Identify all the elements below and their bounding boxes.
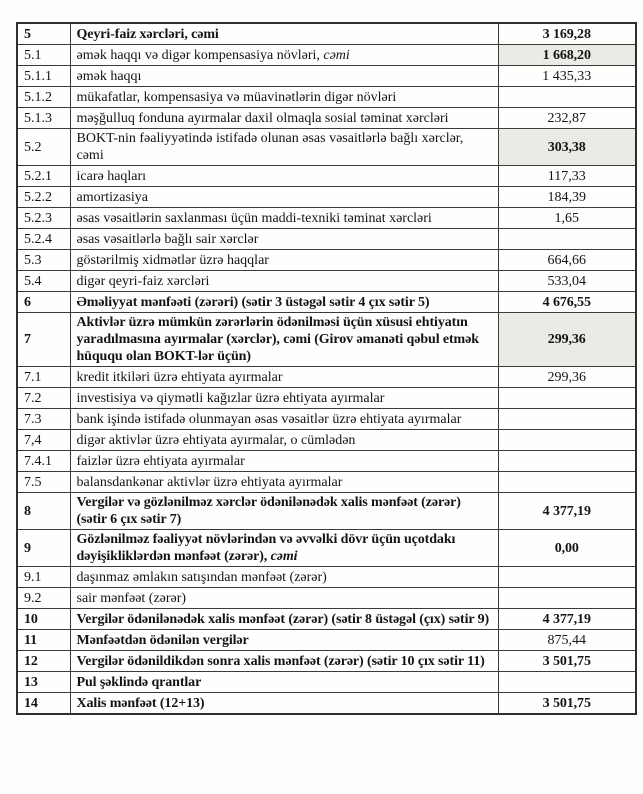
table-row bbox=[17, 292, 636, 313]
row-label-text: əsas vəsaitlərin saxlanması üçün maddi-texniki təminat xərcləri bbox=[76, 210, 432, 226]
table-row bbox=[17, 166, 636, 187]
row-label-cell bbox=[70, 430, 498, 451]
table-row bbox=[17, 567, 636, 588]
row-label-cell bbox=[70, 388, 498, 409]
row-label-italic-tail: cəmi bbox=[323, 47, 350, 63]
row-label-cell bbox=[70, 567, 498, 588]
table-row bbox=[17, 187, 636, 208]
row-label-text: kredit itkiləri üzrə ehtiyata ayırmalar bbox=[76, 369, 283, 385]
row-label-text: əmək haqqı bbox=[76, 68, 142, 84]
row-label-text: investisiya və qiymətli kağızlar üzrə ehtiyata ayırmalar bbox=[76, 390, 385, 406]
row-number-cell: 6 bbox=[17, 292, 70, 313]
row-value-cell: 1 435,33 bbox=[498, 66, 636, 87]
row-label-text: bank işində istifadə olunmayan əsas vəsaitlər üzrə ehtiyata ayırmalar bbox=[76, 411, 462, 427]
row-number-cell: 5.1.3 bbox=[17, 108, 70, 129]
row-label-cell bbox=[70, 672, 498, 693]
row-label-cell bbox=[70, 108, 498, 129]
row-number-cell: 14 bbox=[17, 693, 70, 715]
row-value-cell: 875,44 bbox=[498, 630, 636, 651]
row-number-cell: 5.4 bbox=[17, 271, 70, 292]
row-label-cell bbox=[70, 129, 498, 166]
row-label-italic-tail: cəmi bbox=[270, 549, 298, 564]
table-row bbox=[17, 108, 636, 129]
table-row bbox=[17, 609, 636, 630]
row-label-cell bbox=[70, 493, 498, 530]
row-label-cell bbox=[70, 451, 498, 472]
row-label-text: digər qeyri-faiz xərcləri bbox=[76, 273, 210, 289]
row-label-text: amortizasiya bbox=[76, 189, 149, 205]
row-label-cell bbox=[70, 250, 498, 271]
table-row bbox=[17, 493, 636, 530]
row-label-cell bbox=[70, 367, 498, 388]
table-row bbox=[17, 45, 636, 66]
table-row bbox=[17, 208, 636, 229]
row-label-cell bbox=[70, 609, 498, 630]
row-number-cell: 7.1 bbox=[17, 367, 70, 388]
row-label-cell bbox=[70, 313, 498, 367]
row-label-text: Xalis mənfəət (12+13) bbox=[76, 695, 205, 711]
row-number-cell: 5.1 bbox=[17, 45, 70, 66]
row-number-cell: 13 bbox=[17, 672, 70, 693]
row-value-cell bbox=[498, 430, 636, 451]
table-row bbox=[17, 451, 636, 472]
row-number-cell: 9.1 bbox=[17, 567, 70, 588]
row-number-cell: 7,4 bbox=[17, 430, 70, 451]
table-body bbox=[17, 23, 636, 714]
row-label-cell bbox=[70, 651, 498, 672]
table-row bbox=[17, 430, 636, 451]
row-value-cell bbox=[498, 588, 636, 609]
row-value-cell bbox=[498, 409, 636, 430]
row-number-cell: 5.1.2 bbox=[17, 87, 70, 108]
row-value-cell bbox=[498, 388, 636, 409]
row-value-cell: 533,04 bbox=[498, 271, 636, 292]
table-row bbox=[17, 129, 636, 166]
row-number-cell: 11 bbox=[17, 630, 70, 651]
row-label-cell bbox=[70, 23, 498, 45]
row-number-cell: 5.2.4 bbox=[17, 229, 70, 250]
row-number-cell: 9 bbox=[17, 530, 70, 567]
table-row bbox=[17, 630, 636, 651]
row-label-text: məşğulluq fonduna ayırmalar daxil olmaqla sosial təminat xərcləri bbox=[76, 110, 449, 126]
row-label-cell bbox=[70, 409, 498, 430]
row-label-text: icarə haqları bbox=[76, 168, 147, 184]
row-label-cell bbox=[70, 66, 498, 87]
row-number-cell: 7.4.1 bbox=[17, 451, 70, 472]
row-label-cell bbox=[70, 472, 498, 493]
row-label-text: göstərilmiş xidmətlər üzrə haqqlar bbox=[76, 252, 269, 268]
row-label-text: daşınmaz əmlakın satışından mənfəət (zərər) bbox=[76, 569, 327, 585]
row-number-cell: 7 bbox=[17, 313, 70, 367]
row-label-cell bbox=[70, 166, 498, 187]
row-label-text: Mənfəətdən ödənilən vergilər bbox=[76, 632, 249, 648]
table-row bbox=[17, 472, 636, 493]
row-label-cell bbox=[70, 45, 498, 66]
row-label-cell bbox=[70, 693, 498, 715]
row-value-cell: 1 668,20 bbox=[498, 45, 636, 66]
table-row bbox=[17, 409, 636, 430]
row-label-cell bbox=[70, 187, 498, 208]
row-value-cell: 299,36 bbox=[498, 367, 636, 388]
row-label-text: Pul şəklində qrantlar bbox=[76, 674, 202, 690]
row-label-text: digər aktivlər üzrə ehtiyata ayırmalar, o cümlədən bbox=[76, 432, 356, 448]
income-statement-table-wrap bbox=[16, 22, 635, 715]
income-statement-table bbox=[16, 22, 637, 715]
row-value-cell bbox=[498, 87, 636, 108]
row-label-cell bbox=[70, 588, 498, 609]
row-label-cell bbox=[70, 229, 498, 250]
row-label-text: Vergilər ödənildikdən sonra xalis mənfəət (zərər) (sətir 10 çıx sətir 11) bbox=[76, 653, 485, 669]
row-value-cell bbox=[498, 472, 636, 493]
row-number-cell: 5.1.1 bbox=[17, 66, 70, 87]
row-value-cell: 4 676,55 bbox=[498, 292, 636, 313]
row-label-text: balansdankənar aktivlər üzrə ehtiyata ayırmalar bbox=[76, 474, 343, 490]
table-row bbox=[17, 313, 636, 367]
row-label-cell bbox=[70, 530, 498, 567]
row-number-cell: 5.2 bbox=[17, 129, 70, 166]
row-label-text: BOKT-nin fəaliyyətində istifadə olunan əsas vəsaitlərlə bağlı xərclər, cəmi bbox=[76, 131, 464, 163]
row-value-cell: 232,87 bbox=[498, 108, 636, 129]
row-label-text: Əməliyyat mənfəəti (zərəri) (sətir 3 üstəgəl sətir 4 çıx sətir 5) bbox=[76, 294, 430, 310]
table-row bbox=[17, 693, 636, 715]
row-value-cell: 4 377,19 bbox=[498, 609, 636, 630]
row-label-cell bbox=[70, 87, 498, 108]
row-value-cell: 299,36 bbox=[498, 313, 636, 367]
row-value-cell: 3 501,75 bbox=[498, 693, 636, 715]
row-label-text: Aktivlər üzrə mümkün zərərlərin ödənilməsi üçün xüsusi ehtiyatın yaradılmasına ayırmalar (xərclər), cəmi (Girov əmanəti qəbul etmək hüququ olan BOKT-lər üçün) bbox=[76, 315, 479, 364]
row-value-cell bbox=[498, 451, 636, 472]
row-number-cell: 9.2 bbox=[17, 588, 70, 609]
row-label-text: faizlər üzrə ehtiyata ayırmalar bbox=[76, 453, 245, 469]
row-value-cell: 1,65 bbox=[498, 208, 636, 229]
row-number-cell: 5.3 bbox=[17, 250, 70, 271]
row-number-cell: 8 bbox=[17, 493, 70, 530]
row-number-cell: 7.2 bbox=[17, 388, 70, 409]
row-label-text: sair mənfəət (zərər) bbox=[76, 590, 187, 606]
table-row bbox=[17, 651, 636, 672]
table-row bbox=[17, 588, 636, 609]
table-row bbox=[17, 388, 636, 409]
row-number-cell: 12 bbox=[17, 651, 70, 672]
row-label-text: əmək haqqı və digər kompensasiya növləri, bbox=[76, 47, 324, 63]
table-row bbox=[17, 367, 636, 388]
table-row bbox=[17, 87, 636, 108]
row-label-text: Vergilər ödənilənədək xalis mənfəət (zərər) (sətir 8 üstəgəl (çıx) sətir 9) bbox=[76, 611, 490, 627]
row-value-cell bbox=[498, 567, 636, 588]
row-value-cell: 664,66 bbox=[498, 250, 636, 271]
row-value-cell: 303,38 bbox=[498, 129, 636, 166]
row-number-cell: 5.2.2 bbox=[17, 187, 70, 208]
row-label-text: Qeyri-faiz xərcləri, cəmi bbox=[76, 26, 219, 42]
row-value-cell: 4 377,19 bbox=[498, 493, 636, 530]
table-row bbox=[17, 530, 636, 567]
row-label-text: mükafatlar, kompensasiya və müavinətlərin digər növləri bbox=[76, 89, 397, 105]
row-label-text: Gözlənilməz fəaliyyət növlərindən və əvvəlki dövr üçün uçotdakı dəyişikliklərdən mənfəət (zərər), bbox=[76, 532, 456, 564]
row-number-cell: 5.2.1 bbox=[17, 166, 70, 187]
table-row bbox=[17, 23, 636, 45]
table-row bbox=[17, 271, 636, 292]
row-value-cell: 184,39 bbox=[498, 187, 636, 208]
row-value-cell bbox=[498, 672, 636, 693]
table-row bbox=[17, 66, 636, 87]
row-number-cell: 7.3 bbox=[17, 409, 70, 430]
row-label-cell bbox=[70, 630, 498, 651]
row-label-cell bbox=[70, 208, 498, 229]
row-label-text: Vergilər və gözlənilməz xərclər ödənilənədək xalis mənfəət (zərər) (sətir 6 çıx sətir 7) bbox=[76, 495, 461, 527]
row-value-cell: 0,00 bbox=[498, 530, 636, 567]
row-label-text: əsas vəsaitlərlə bağlı sair xərclər bbox=[76, 231, 259, 247]
row-number-cell: 5.2.3 bbox=[17, 208, 70, 229]
row-label-cell bbox=[70, 271, 498, 292]
row-value-cell: 3 501,75 bbox=[498, 651, 636, 672]
row-value-cell: 117,33 bbox=[498, 166, 636, 187]
table-row bbox=[17, 250, 636, 271]
row-number-cell: 5 bbox=[17, 23, 70, 45]
table-row bbox=[17, 672, 636, 693]
table-row bbox=[17, 229, 636, 250]
row-number-cell: 7.5 bbox=[17, 472, 70, 493]
row-label-cell bbox=[70, 292, 498, 313]
row-number-cell: 10 bbox=[17, 609, 70, 630]
row-value-cell: 3 169,28 bbox=[498, 23, 636, 45]
row-value-cell bbox=[498, 229, 636, 250]
